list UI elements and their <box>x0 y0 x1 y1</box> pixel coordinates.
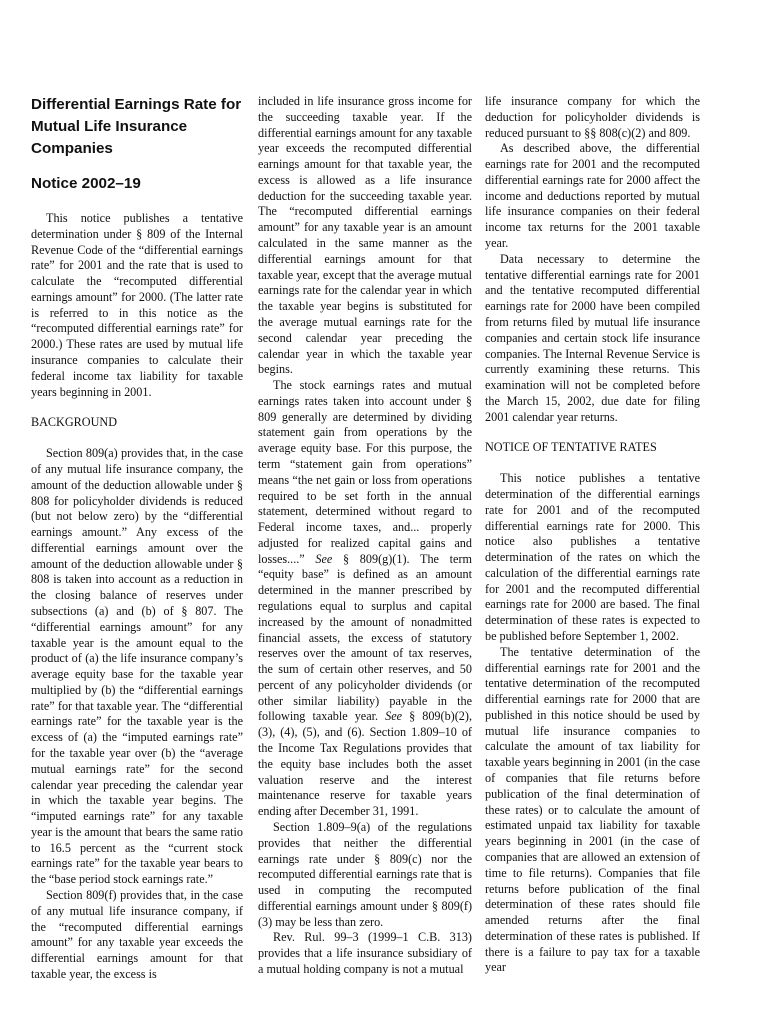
regulations-paragraph: Section 1.809–9(a) of the regulations provides that neither the differential earnings rate under § 809(c) nor the recomputed differential earnings rate that is used in computing the recomputed differential earnings amount under § 809(f)(3) may be less than zero. <box>258 819 472 929</box>
notice-number: Notice 2002–19 <box>31 175 141 192</box>
continued-paragraph: included in life insurance gross income for the succeeding taxable year. If the differential earnings amount for any taxable year exceeds the recomputed differential earnings amount for that taxable year, the excess is allowed as a life insurance deduction for the succeeding taxable year. The “recomputed differential earnings amount” for any taxable year is an amount calculated in the same manner as the differential earnings amount for that taxable year, except that the average mutual earnings rate for the calendar year in which the taxable year begins is substituted for the average mutual earnings rate for the second calendar year preceding the calendar year in which the taxable year begins. <box>258 94 472 377</box>
column-2 <box>258 94 472 978</box>
title-line: Mutual Life Insurance <box>31 118 188 135</box>
column-3 <box>485 94 700 976</box>
title-line: Differential Earnings Rate for <box>31 96 242 113</box>
article-title <box>31 94 243 160</box>
intro-paragraph: This notice publishes a tentative determination under § 809 of the Internal Revenue Code of the “differential earnings rate” for 2001 and the rate that is used to calculate the “recomputed differential earnings amount” for 2000. (The latter rate is referred to in this notice as the “recomputed differential earnings rate” for 2000.) These rates are used by mutual life insurance companies to calculate their federal income tax liability for taxable years beginning in 2001. <box>31 211 243 399</box>
background-paragraph-2: Section 809(f) provides that, in the case of any mutual life insurance company, if the “recomputed differential earnings amount” for any taxable year exceeds the differential earnings amount for that taxable year, the excess is <box>31 888 243 981</box>
heading-background: BACKGROUND <box>31 415 117 430</box>
tentative-determination-paragraph: The tentative determination of the differential earnings rate for 2001 and the tentative determination of the recomputed differential earnings rate for 2000 that are published in this notice should be used by mutual life insurance companies to calculate the amount of tax liability for taxable years beginning in 2001 (in the case of companies that file returns before publication of the final determination of these rates) or to calculate the amount of estimated unpaid tax liability for taxable years beginning in 2001 (in the case of companies that are allowed an extension of time to file returns). Companies that file returns before publication of the final determination of these rates should file amended returns after the final determination of these rates is published. If there is a failure to pay tax for a taxable year <box>485 644 700 975</box>
stock-earnings-paragraph: The stock earnings rates and mutual earnings rates taken into account under § 809 generally are determined by dividing statement gain from operations by the average equity base. For this purpose, the term “statement gain from operations” means “the net gain or loss from operations required to be set forth in the annual statement, determined without regard to Federal income taxes, and... properly adjusted for realized capital gains and losses....” See § 809(g)(1). The term “equity base” is defined as an amount determined in the manner prescribed by regulations equal to surplus and capital increased by the amount of nonadmitted financial assets, the excess of statutory reserves over the amount of tax reserves, the sum of certain other reserves, and 50 percent of any policyholder dividends (or other similar liability) payable in the following taxable year. See § 809(b)(2), (3), (4), (5), and (6). Section 1.809–10 of the Income Tax Regulations provides that the equity base includes both the asset valuation reserve and the interest maintenance reserve for taxable years ending after December 31, 1991. <box>258 378 472 819</box>
background-paragraph-1: Section 809(a) provides that, in the case of any mutual life insurance company, the amount of the deduction allowable under § 808 for policyholder dividends is reduced (but not below zero) by the “differential earnings amount.” Any excess of the differential earnings amount over the amount of the deduction allowable under § 808 is taken into account as a reduction in the closing balance of reserves under subsections (a) and (b) of § 807. The “differential earnings amount” for any taxable year is the amount equal to the product of (a) the life insurance company’s average equity base for the taxable year multiplied by (b) the “differential earnings rate” for that taxable year. The “differential earnings rate” for the taxable year is the excess of (a) the “imputed earnings rate” for the taxable year over (b) the “average mutual earnings rate” for the second calendar year preceding the calendar year in which the taxable year begins. The “imputed earnings rate” for any taxable year is the amount that bears the same ratio to 16.5 percent as the “current stock earnings rate” for the taxable year bears to the “base period stock earnings rate.” <box>31 446 243 887</box>
heading-notice-of-tentative-rates: NOTICE OF TENTATIVE RATES <box>485 440 657 455</box>
rev-rul-paragraph: Rev. Rul. 99–3 (1999–1 C.B. 313) provides that a life insurance subsidiary of a mutual holding company is not a mutual <box>258 930 472 976</box>
column-1 <box>31 94 243 983</box>
publishes-paragraph: This notice publishes a tentative determination of the differential earnings rate for 2001 and of the recomputed differential earnings rate for 2000. This notice also publishes a tentative determination of the rates on which the calculation of the differential earnings rate for 2001 and the recomputed differential earnings rate for 2000 are based. The final determination of these rates is expected to be published before September 1, 2002. <box>485 471 700 643</box>
described-above-paragraph: As described above, the differential earnings rate for 2001 and the recomputed differential earnings rate for 2000 affect the income and deductions reported by mutual life insurance companies on their federal income tax returns for the 2001 taxable year. <box>485 141 700 251</box>
continued-paragraph-2: life insurance company for which the deduction for policyholder dividends is reduced pursuant to §§ 808(c)(2) and 809. <box>485 94 700 140</box>
data-necessary-paragraph: Data necessary to determine the tentative differential earnings rate for 2001 and the tentative recomputed differential earnings rate for 2000 have been compiled from returns filed by mutual life insurance companies and certain stock life insurance companies. The Internal Revenue Service is currently examining these returns. This examination will not be completed before the March 15, 2002, due date for filing 2001 calendar year returns. <box>485 251 700 424</box>
title-line: Companies <box>31 140 113 157</box>
